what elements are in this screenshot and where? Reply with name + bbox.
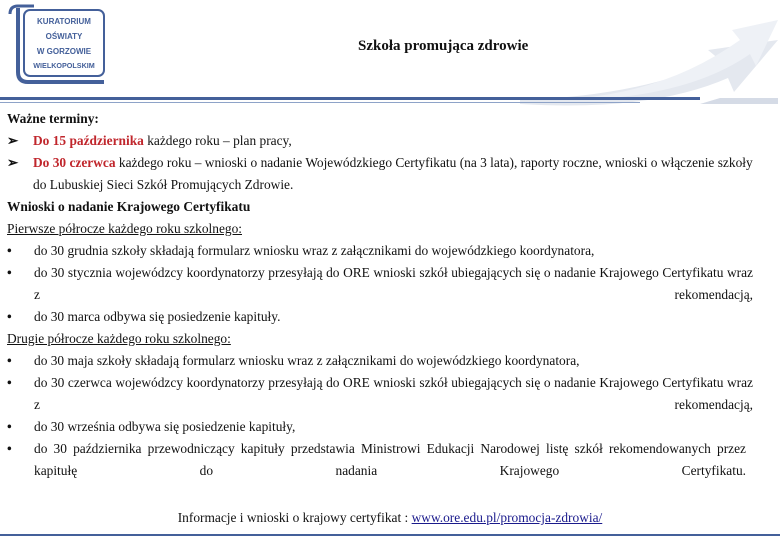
first-half-heading: Pierwsze półrocze każdego roku szkolnego: [7, 221, 242, 236]
dot-bullet-icon: • [7, 265, 12, 280]
terms-heading: Ważne terminy: [7, 111, 99, 126]
list-item [7, 438, 746, 482]
list-item-text: do 30 czerwca wojewódzcy koordynatorzy przesyłają do ORE wnioski szkół ubiegających się o nadanie Krajowego Certyfikatu wraz z rekomendacją, [34, 375, 753, 412]
list-item [7, 306, 769, 328]
logo-line-4: WIELKOPOLSKIM [33, 61, 95, 70]
list-item [7, 416, 769, 438]
header-divider-thin [0, 102, 640, 103]
main-content [7, 108, 769, 482]
term-item [7, 130, 769, 152]
logo-line-1: KURATORIUM [37, 17, 91, 26]
list-item-text: do 30 października przewodniczący kapituły przedstawia Ministrowi Edukacji Narodowej listę szkół rekomendowanych przez kapitułę do nadania Krajowego Certyfikatu. [34, 441, 746, 478]
kuratorium-logo [4, 2, 122, 86]
list-item [7, 240, 769, 262]
ore-link[interactable]: www.ore.edu.pl/promocja-zdrowia/ [411, 510, 603, 525]
arrow-bullet-icon: ➢ [7, 133, 19, 148]
dot-bullet-icon: • [7, 309, 12, 324]
term-date: Do 30 czerwca [33, 155, 116, 170]
list-item-text: do 30 grudnia szkoły składają formularz wniosku wraz z załącznikami do wojewódzkiego koordynatora, [34, 243, 595, 258]
second-half-heading: Drugie półrocze każdego roku szkolnego: [7, 331, 231, 346]
term-date: Do 15 października [33, 133, 144, 148]
list-item [7, 372, 753, 416]
list-item-text: do 30 stycznia wojewódzcy koordynatorzy przesyłają do ORE wnioski szkół ubiegających się o nadanie Krajowego Certyfikatu wraz z rekomendacją, [34, 265, 753, 302]
dot-bullet-icon: • [7, 353, 12, 368]
list-item [7, 350, 769, 372]
footer [0, 510, 780, 526]
national-heading: Wnioski o nadanie Krajowego Certyfikatu [7, 199, 251, 214]
list-item-text: do 30 marca odbywa się posiedzenie kapituły. [34, 309, 281, 324]
dot-bullet-icon: • [7, 375, 12, 390]
footer-divider [0, 534, 780, 536]
dot-bullet-icon: • [7, 419, 12, 434]
logo-line-2: OŚWIATY [45, 32, 83, 41]
logo-line-3: W GORZOWIE [36, 47, 92, 56]
page-title: Szkoła promująca zdrowie [358, 38, 529, 54]
term-text: każdego roku – plan pracy, [143, 133, 292, 148]
dot-bullet-icon: • [7, 441, 12, 456]
term-text: każdego roku – wnioski o nadanie Wojewódzkiego Certyfikatu (na 3 lata), raporty roczne, wnioski o włączenie szkoły do Lubuskiej Sieci Szkół Promujących Zdrowie. [33, 155, 753, 192]
list-item [7, 262, 753, 306]
decorative-swoosh [520, 0, 780, 108]
header-divider [0, 97, 700, 100]
list-item-text: do 30 września odbywa się posiedzenie kapituły, [34, 419, 296, 434]
dot-bullet-icon: • [7, 243, 12, 258]
term-item [7, 152, 768, 196]
arrow-bullet-icon: ➢ [7, 155, 19, 170]
footer-text: Informacje i wnioski o krajowy certyfikat : [177, 510, 412, 525]
list-item-text: do 30 maja szkoły składają formularz wniosku wraz z załącznikami do wojewódzkiego koordynatora, [34, 353, 580, 368]
